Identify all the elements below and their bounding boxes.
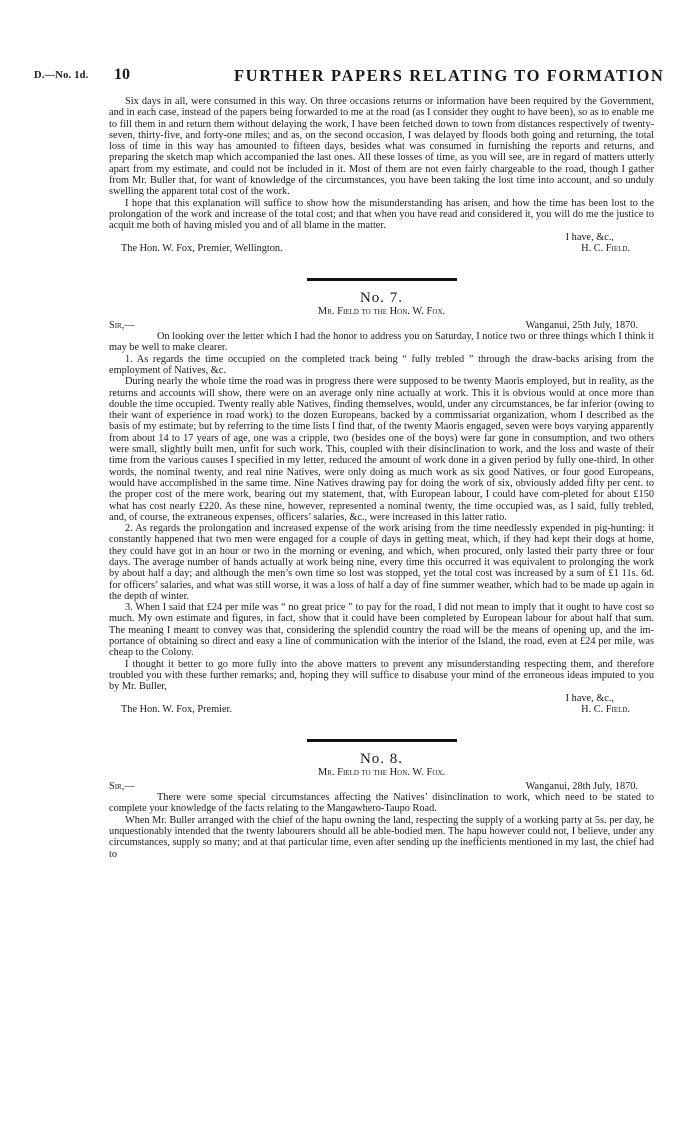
paragraph: There were some special circumstances affecting the Natives’ disinclination to work, which need to be stated to complete your knowledge of the facts relating to the Mangawhero-Taupo Road. — [109, 792, 654, 815]
page-header — [34, 66, 674, 88]
letter-no-7 — [109, 290, 654, 715]
letter-subtitle: Mr. Field to the Hon. W. Fox. — [317, 306, 446, 318]
letter-number: No. 8. — [359, 751, 404, 768]
signature-row — [109, 704, 654, 715]
paragraph: During nearly the whole time the road was in progress there were supposed to be twenty Maoris employed, but in reality, as the returns and accounts will show, there were on an average only nine actually at work. This it is obvious would at once more than double the time occupied. Twenty really able Natives, finding themselves, would, under any circumstances, be far inferior (owing to their want of experience in road work) to the dozen Europeans, backed by a commissariat organization, whom I described as the basis of my estimate; but by referring to the time lists I find that, of the twenty Maoris engaged, seven were boys varying apparently from about 14 to 17 years of age, one was a cripple, two (besides one of the boys) were far gone in consumption, and two others were small, slightly built men, unfit for such work. This, coupled with their disinclination to work, and the loss and waste of their time from the various causes I specified in my letter, reduced the amount of work done in a given period by fully one-third. In other words, the nominal twenty, and real nine Natives, were only doing as much work as six good Natives, or four good Europeans, would have accomplished in the same time. Nine Natives drawing pay for doing the work of six, obviously added fifty per cent. to the proper cost of the mere work, bearing out my statement, that, with European labour, I could have com-pleted for about £150 what has cost nearly £220. As these nine, however, represented a nominal twenty, the time occupied was, as I said, fully trebled, and, of course, the extraneous expenses, officers’ salaries, &c., were increased in this latter ratio. — [109, 376, 654, 523]
letter-number: No. 7. — [359, 290, 404, 307]
place-date: Wanganui, 25th July, 1870. — [525, 319, 638, 331]
section-divider — [307, 278, 457, 281]
paragraph: 3. When I said that £24 per mile was “ no great price ” to pay for the road, I did not mean to imply that it ought to have cost so much. My own estimate and figures, in fact, show that it could have been completed by European labour for about half that sum. The meaning I meant to convey was that, considering the splendid country the road will be the means of opening up, and the im-portance of obtaining so direct and easy a line of communication with the interior of the Island, the road, even at £24 per mile, was cheap to the Colony. — [109, 602, 654, 659]
paragraph: I hope that this explanation will suffice to show how the misunderstanding has arisen, and how the time has been lost to the prolongation of the work and increase of the total cost; and that when you have read and considered it, you will do me the justice to acquit me both of having misled you and of all blame in the matter. — [109, 197, 654, 232]
paragraph: Six days in all, were consumed in this way. On three occasions returns or information have been required by the Government, and in each case, instead of the papers being forwarded to me at the road (as I consider they ought to have been), so as to enable me to fill them in and return them without delaying the work, I have been fetched down to town from distances respectively of twenty-seven, thirty-five, and forty-one miles; and as, on the second occasion, I was delayed by floods both going and returning, the total loss of time in this way has amounted to fifteen days, besides what was consumed in furnishing the reports and returns, and preparing the sketch map which accompanied the last ones. All these losses of time, as you will see, are in regard of matters utterly apart from my estimate, and could not be included in it. Most of them are not even fairly chargeable to the road, though I gather from Mr. Buller that, for want of knowledge of the circumstances, you have been taking the lost time into account, and so unduly swelling the apparent total cost of the work. — [109, 96, 654, 198]
paragraph: I thought it better to go more fully into the above matters to prevent any misunderstanding respecting them, and therefore troubled you with these further remarks; and, hoping they will suffice to disabuse your mind of the erroneous ideas imputed to you by Mr. Buller, — [109, 658, 654, 693]
page-number: 10 — [114, 66, 130, 83]
paragraph: On looking over the letter which I had the honor to address you on Saturday, I notice two or three things which I think it may be well to make clearer. — [109, 331, 654, 354]
letter-continuation — [109, 96, 654, 254]
paragraph: When Mr. Buller arranged with the chief of the hapu owning the land, respecting the supply of a working party at 5s. per day, he unquestionably intended that the twenty labourers should all be able-bodied men. The hapu however could not, I believe, under any circumstances, supply so many; and at that particular time, even after sending up the inefficients mentioned in my last, the chief had to — [109, 814, 654, 860]
letter-no-8 — [109, 751, 654, 860]
running-title: FURTHER PAPERS RELATING TO FORMATION — [234, 66, 665, 85]
salutation-row — [109, 320, 654, 331]
signature: H. C. Field. — [581, 703, 630, 715]
paragraph: 1. As regards the time occupied on the completed track being “ fully trebled ” through the draw-backs arising from the employment of Natives, &c. — [109, 353, 654, 376]
closing-line: I have, &c., — [565, 692, 614, 704]
letter-subtitle: Mr. Field to the Hon. W. Fox. — [317, 767, 446, 779]
salutation: Sir,— — [109, 319, 135, 331]
section-divider — [307, 739, 457, 742]
addressee: The Hon. W. Fox, Premier, Wellington. — [121, 242, 283, 254]
salutation: Sir,— — [109, 780, 135, 792]
place-date: Wanganui, 28th July, 1870. — [525, 780, 638, 792]
paragraph: 2. As regards the prolongation and increased expense of the work arising from the time needlessly expended in pig-hunting: it constantly happened that two men were engaged for a couple of days in getting meat, which, if they had kept their dogs at home, they could have got in an hour or two in the morning or evening, and which, when procured, only lasted their party three or four days. The average number of hands actually at work being nine, every time this occurred it was equivalent to prolonging the work by about half a day; and although the men’s own time so lost was stopped, yet the total cost was increased by a sum of £1 11s. 6d. for officers’ salaries, and what was still worse, it was a loss of half a day of fine summer weather, which had to be made up again in the depth of winter. — [109, 523, 654, 602]
salutation-row — [109, 781, 654, 792]
document-body — [109, 96, 654, 860]
closing-line: I have, &c., — [565, 231, 614, 243]
signature-row — [109, 243, 654, 254]
addressee: The Hon. W. Fox, Premier. — [121, 703, 232, 715]
signature: H. C. Field. — [581, 242, 630, 254]
document-reference: D.—No. 1d. — [34, 70, 89, 81]
